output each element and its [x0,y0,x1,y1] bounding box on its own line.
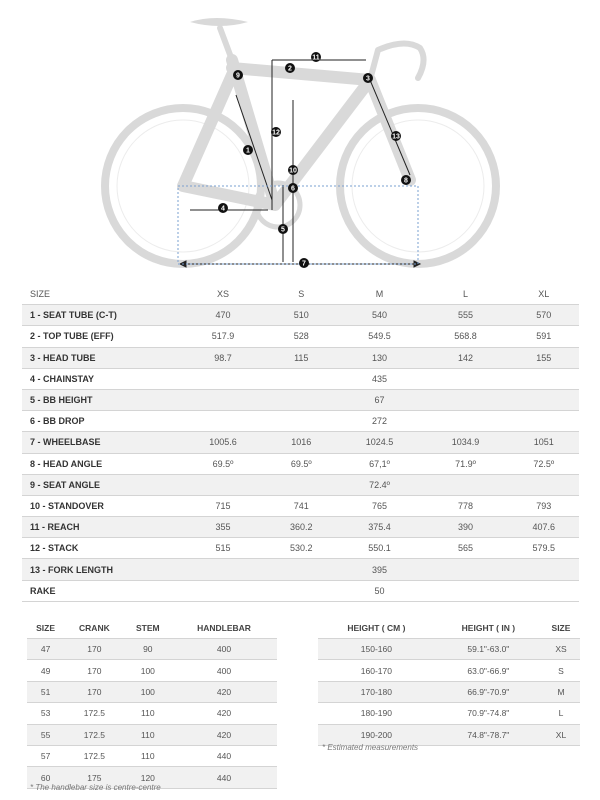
row-value-all-sizes: 272 [180,411,579,432]
row-label: 13 - FORK LENGTH [22,559,180,580]
svg-text:6: 6 [291,185,295,193]
geometry-row [22,411,579,432]
row-value: 69.5º [180,453,266,474]
component-row [27,703,277,724]
saddle [190,18,248,26]
component-table [27,618,277,789]
height-cell: M [542,681,580,702]
row-value-all-sizes: 67 [180,389,579,410]
component-cell: 60 [27,767,64,788]
row-value: 69.5º [266,453,336,474]
row-value: 515 [180,538,266,559]
row-label: 6 - BB DROP [22,411,180,432]
component-cell: 110 [125,745,171,766]
row-label: 1 - SEAT TUBE (C-T) [22,305,180,326]
height-row [318,703,580,724]
height-cell: 150-160 [318,639,435,660]
row-value: 530.2 [266,538,336,559]
marker-10 [288,165,298,175]
marker-6 [288,183,298,193]
row-value: 470 [180,305,266,326]
component-cell: 47 [27,639,64,660]
row-label: 12 - STACK [22,538,180,559]
svg-text:1: 1 [246,147,250,155]
marker-4 [218,203,228,213]
svg-text:2: 2 [288,65,292,73]
component-cell: 420 [171,703,277,724]
component-cell: 100 [125,660,171,681]
row-value: 1016 [266,432,336,453]
row-label: RAKE [22,580,180,601]
svg-text:5: 5 [281,226,285,234]
geometry-row [22,368,579,389]
row-value: 71.9º [423,453,509,474]
marker-12 [271,127,281,137]
row-value: 355 [180,517,266,538]
header-size: SIZE [542,618,580,639]
component-cell: 440 [171,745,277,766]
component-row [27,724,277,745]
row-value: 793 [509,495,579,516]
component-cell: 100 [125,681,171,702]
marker-9 [233,70,243,80]
header-xl: XL [509,284,579,305]
component-cell: 120 [125,767,171,788]
component-cell: 440 [171,767,277,788]
row-value: 67,1º [336,453,422,474]
geometry-row [22,517,579,538]
marker-7 [299,258,309,268]
row-value: 565 [423,538,509,559]
height-table [318,618,580,746]
header-xs: XS [180,284,266,305]
component-row [27,660,277,681]
component-cell: 51 [27,681,64,702]
geometry-row [22,326,579,347]
row-value-all-sizes: 435 [180,368,579,389]
height-cell: L [542,703,580,724]
height-header-row [318,618,580,639]
row-label: 4 - CHAINSTAY [22,368,180,389]
row-value: 98.7 [180,347,266,368]
header-l: L [423,284,509,305]
marker-8 [401,175,411,185]
geometry-row [22,305,579,326]
row-value: 390 [423,517,509,538]
height-cell: S [542,660,580,681]
header-size: SIZE [22,284,180,305]
geometry-row [22,495,579,516]
svg-text:9: 9 [236,72,240,80]
row-value: 1005.6 [180,432,266,453]
component-cell: 400 [171,660,277,681]
row-value: 765 [336,495,422,516]
svg-text:7: 7 [302,260,306,268]
component-cell: 170 [64,660,124,681]
svg-text:3: 3 [366,75,370,83]
handlebar-note: * The handlebar size is centre-centre [30,783,161,792]
header-s: S [266,284,336,305]
row-label: 2 - TOP TUBE (EFF) [22,326,180,347]
row-label: 3 - HEAD TUBE [22,347,180,368]
svg-text:13: 13 [392,133,400,141]
component-cell: 170 [64,681,124,702]
header-height-cm: HEIGHT ( CM ) [318,618,435,639]
height-row [318,639,580,660]
row-label: 7 - WHEELBASE [22,432,180,453]
row-value: 142 [423,347,509,368]
height-cell: XL [542,724,580,745]
component-header-row [27,618,277,639]
component-cell: 172.5 [64,703,124,724]
component-row [27,681,277,702]
header-crank: CRANK [64,618,124,639]
height-row [318,660,580,681]
header-m: M [336,284,422,305]
marker-13 [391,131,401,141]
height-cell: 170-180 [318,681,435,702]
geometry-row [22,538,579,559]
row-value: 741 [266,495,336,516]
height-cell: 160-170 [318,660,435,681]
row-value: 115 [266,347,336,368]
row-value: 1034.9 [423,432,509,453]
estimated-note: * Estimated measurements [322,743,419,752]
row-value: 72.5º [509,453,579,474]
component-row [27,639,277,660]
component-cell: 172.5 [64,724,124,745]
seatpost [220,28,232,60]
height-cell: 63.0"-66.9" [435,660,542,681]
component-cell: 57 [27,745,64,766]
marker-1 [243,145,253,155]
component-cell: 55 [27,724,64,745]
row-value: 155 [509,347,579,368]
row-value: 549.5 [336,326,422,347]
marker-2 [285,63,295,73]
height-cell: 70.9"-74.8" [435,703,542,724]
height-cell: 180-190 [318,703,435,724]
row-label: 11 - REACH [22,517,180,538]
row-value: 570 [509,305,579,326]
row-value: 550.1 [336,538,422,559]
row-value: 517.9 [180,326,266,347]
row-value-all-sizes: 50 [180,580,579,601]
geometry-row [22,559,579,580]
bike-frame [183,60,410,205]
row-value: 130 [336,347,422,368]
row-value: 540 [336,305,422,326]
component-cell: 172.5 [64,745,124,766]
component-cell: 175 [64,767,124,788]
svg-text:4: 4 [221,205,225,213]
row-value: 1024.5 [336,432,422,453]
dimension-lines [178,60,420,267]
component-cell: 400 [171,639,277,660]
component-cell: 170 [64,639,124,660]
geometry-table [22,284,579,602]
component-cell: 420 [171,724,277,745]
height-row [318,681,580,702]
geometry-header-row [22,284,579,305]
row-value: 591 [509,326,579,347]
height-cell: XS [542,639,580,660]
row-label: 9 - SEAT ANGLE [22,474,180,495]
bike-geometry-diagram [0,0,600,275]
svg-text:10: 10 [289,167,297,175]
marker-3 [363,73,373,83]
component-row [27,745,277,766]
geometry-row [22,389,579,410]
row-value: 555 [423,305,509,326]
header-stem: STEM [125,618,171,639]
row-label: 5 - BB HEIGHT [22,389,180,410]
row-value-all-sizes: 395 [180,559,579,580]
component-cell: 53 [27,703,64,724]
handlebar [370,43,424,80]
header-handlebar: HANDLEBAR [171,618,277,639]
height-cell: 59.1"-63.0" [435,639,542,660]
component-cell: 110 [125,703,171,724]
svg-text:12: 12 [272,129,280,137]
row-value: 510 [266,305,336,326]
height-cell: 74.8"-78.7" [435,724,542,745]
row-value: 360.2 [266,517,336,538]
geometry-row [22,453,579,474]
row-value: 778 [423,495,509,516]
component-cell: 49 [27,660,64,681]
height-cell: 66.9"-70.9" [435,681,542,702]
row-value: 375.4 [336,517,422,538]
row-label: 8 - HEAD ANGLE [22,453,180,474]
component-cell: 420 [171,681,277,702]
row-value: 715 [180,495,266,516]
row-value: 528 [266,326,336,347]
row-value: 568.8 [423,326,509,347]
row-value: 579.5 [509,538,579,559]
row-label: 10 - STANDOVER [22,495,180,516]
row-value-all-sizes: 72.4º [180,474,579,495]
row-value: 1051 [509,432,579,453]
svg-text:11: 11 [312,54,320,62]
geometry-row [22,347,579,368]
geometry-row [22,474,579,495]
geometry-row [22,580,579,601]
bike-silhouette [105,28,496,264]
header-height-in: HEIGHT ( IN ) [435,618,542,639]
header-size: SIZE [27,618,64,639]
marker-11 [311,52,321,62]
component-cell: 90 [125,639,171,660]
geometry-body [22,305,579,602]
marker-5 [278,224,288,234]
component-body [27,639,277,789]
height-cell: 190-200 [318,724,435,745]
height-body [318,639,580,746]
component-cell: 110 [125,724,171,745]
svg-text:8: 8 [404,177,408,185]
row-value: 407.6 [509,517,579,538]
geometry-row [22,432,579,453]
